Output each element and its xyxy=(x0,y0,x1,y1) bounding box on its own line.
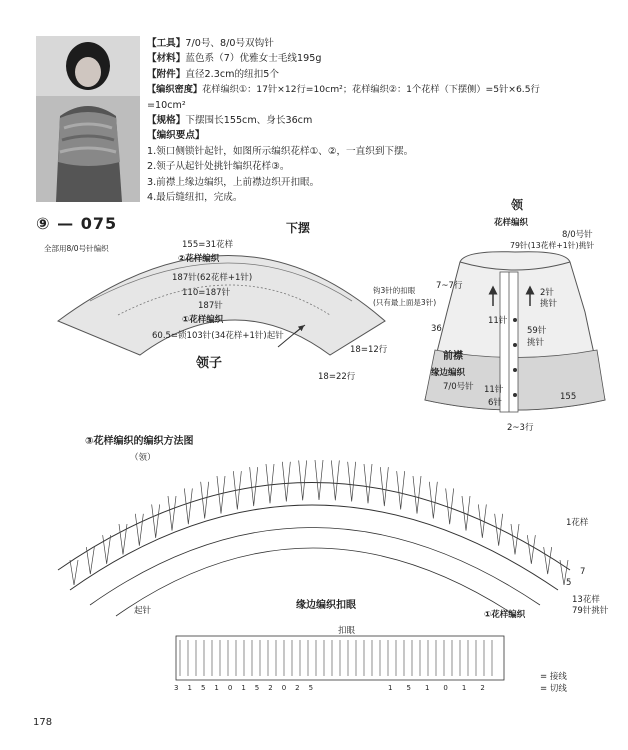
label-187b: 187针 xyxy=(198,301,223,311)
label-18a: 18=12行 xyxy=(350,345,388,355)
strip-right-nums: 151012 xyxy=(388,684,499,692)
edge-label: 缘边编织 xyxy=(431,368,466,378)
label-18b: 18=22行 xyxy=(318,372,356,382)
label-60: 60.5=锁103针(34花样+1针)起针 xyxy=(152,331,284,341)
buttonhole-note-2: (只有最上面是3针) xyxy=(373,298,437,307)
stitch-mark xyxy=(331,460,339,500)
right-title: 领 xyxy=(511,198,524,212)
spec-block xyxy=(147,36,625,205)
strip-left-nums: 31510152025 xyxy=(174,684,323,692)
label-77: 7~7行 xyxy=(436,281,463,291)
accessory-head: 【附件】 xyxy=(147,68,186,80)
label-pattern1: ①花样编织 xyxy=(182,315,224,325)
chart-edge-button: 缘边编织扣眼 xyxy=(296,600,356,611)
step-2: 2.领子从起针处挑针编织花样③。 xyxy=(147,161,290,173)
buttonhole-label: 扣眼 xyxy=(338,626,356,636)
method-sub: （领） xyxy=(130,453,156,463)
gauge-head: 【编织密度】 xyxy=(147,84,203,96)
right-pick: 79针(13花样+1针)挑针 xyxy=(510,241,595,250)
stitch-mark xyxy=(201,482,209,519)
needle2-label: 7/0号针 xyxy=(443,382,474,392)
hem-title: 下摆 xyxy=(286,221,311,235)
stitch-mark xyxy=(152,504,160,537)
label-pattern2: ②花样编织 xyxy=(178,254,220,264)
stitch-mark xyxy=(397,471,405,509)
chart-7: 7 xyxy=(580,567,586,577)
label-36: 36 xyxy=(431,324,442,334)
page-number: 178 xyxy=(33,717,53,728)
chart-pattern1: ①花样编织 xyxy=(484,610,526,620)
stitch-mark xyxy=(527,535,535,564)
stitch-mark xyxy=(266,464,274,503)
stitch-mark xyxy=(184,488,192,524)
stitch-mark xyxy=(168,496,176,531)
stitch-mark xyxy=(299,460,307,500)
material-head: 【材料】 xyxy=(147,53,186,65)
buttonhole-note-1: 钩3针的扣眼 xyxy=(373,286,416,295)
all-use-note: 全部用8/0号针编织 xyxy=(44,244,109,253)
chart-79: 79针挑针 xyxy=(572,606,609,616)
step-4: 4.最后缝纽扣，完成。 xyxy=(147,192,243,204)
label-6: 6针 xyxy=(488,398,502,408)
legend-cut: = 切线 xyxy=(540,684,567,694)
label-59b: 挑针 xyxy=(527,338,545,348)
chart-5: 5 xyxy=(566,578,572,588)
buttonhole-strip xyxy=(170,628,510,688)
chart-start: 起针 xyxy=(134,606,152,616)
label-110: 110=187针 xyxy=(182,288,231,298)
tools-head: 【工具】 xyxy=(147,38,186,49)
stitch-mark xyxy=(315,460,323,500)
label-11a: 11针 xyxy=(488,316,508,326)
gauge-text: 花样编织①：17针×12行=10cm²；花样编织②：1个花样（下摆侧）=5针×6.5行 xyxy=(202,84,540,96)
gauge-text-2: =10cm² xyxy=(147,99,186,111)
stitch-mark xyxy=(364,464,372,503)
chart-13: 13花样 xyxy=(572,595,600,605)
model-photo xyxy=(36,36,140,202)
step-3: 3.前襟上缘边编织，上前襟边织开扣眼。 xyxy=(147,176,320,188)
stitch-mark xyxy=(282,462,290,502)
size-text: 下摆围长155cm、身长36cm xyxy=(185,115,313,127)
collar-label: 领子 xyxy=(196,356,223,371)
stitch-mark xyxy=(413,476,421,514)
stitch-mark xyxy=(511,524,519,554)
step-1: 1.领口侧锁针起针，如图所示编织花样①、②，一直织到下摆。 xyxy=(147,145,414,157)
label-59: 59针 xyxy=(527,326,547,336)
label-2b: 挑针 xyxy=(540,299,558,309)
right-pattern: 花样编织 xyxy=(494,218,529,228)
tools-text: 7/0号、8/0号双钩针 xyxy=(185,38,274,49)
label-155-right: 155 xyxy=(560,392,577,402)
accessory-text: 直径2.3cm的纽扣5个 xyxy=(185,68,279,80)
label-11b: 11针 xyxy=(484,385,504,395)
label-155: 155=31花样 xyxy=(182,240,234,250)
size-head: 【规格】 xyxy=(147,115,186,127)
stitch-mark xyxy=(135,514,143,546)
stitch-mark xyxy=(119,524,127,554)
pattern-number: ⑨ — 075 xyxy=(36,214,118,233)
label-187a: 187针(62花样+1针) xyxy=(172,273,253,283)
method-title: ③花样编织的编织方法图 xyxy=(85,436,194,447)
stitch-mark xyxy=(429,482,437,519)
crochet-chart xyxy=(30,440,610,620)
stitch-mark xyxy=(462,496,470,531)
steps-head: 【编织要点】 xyxy=(147,130,205,142)
right-needle: 8/0号针 xyxy=(562,230,593,240)
chart-one-pattern: 1花样 xyxy=(566,518,589,528)
label-2: 2针 xyxy=(540,288,554,298)
legend-join: = 接线 xyxy=(540,672,567,682)
stitch-mark xyxy=(544,547,552,574)
material-text: 蓝色系（7）优雅女士毛线195g xyxy=(185,53,322,65)
stitch-mark xyxy=(380,467,388,506)
label-23: 2~3行 xyxy=(507,423,534,433)
front-label: 前襟 xyxy=(443,351,463,362)
stitch-mark xyxy=(348,462,356,502)
stitch-mark xyxy=(70,560,78,585)
